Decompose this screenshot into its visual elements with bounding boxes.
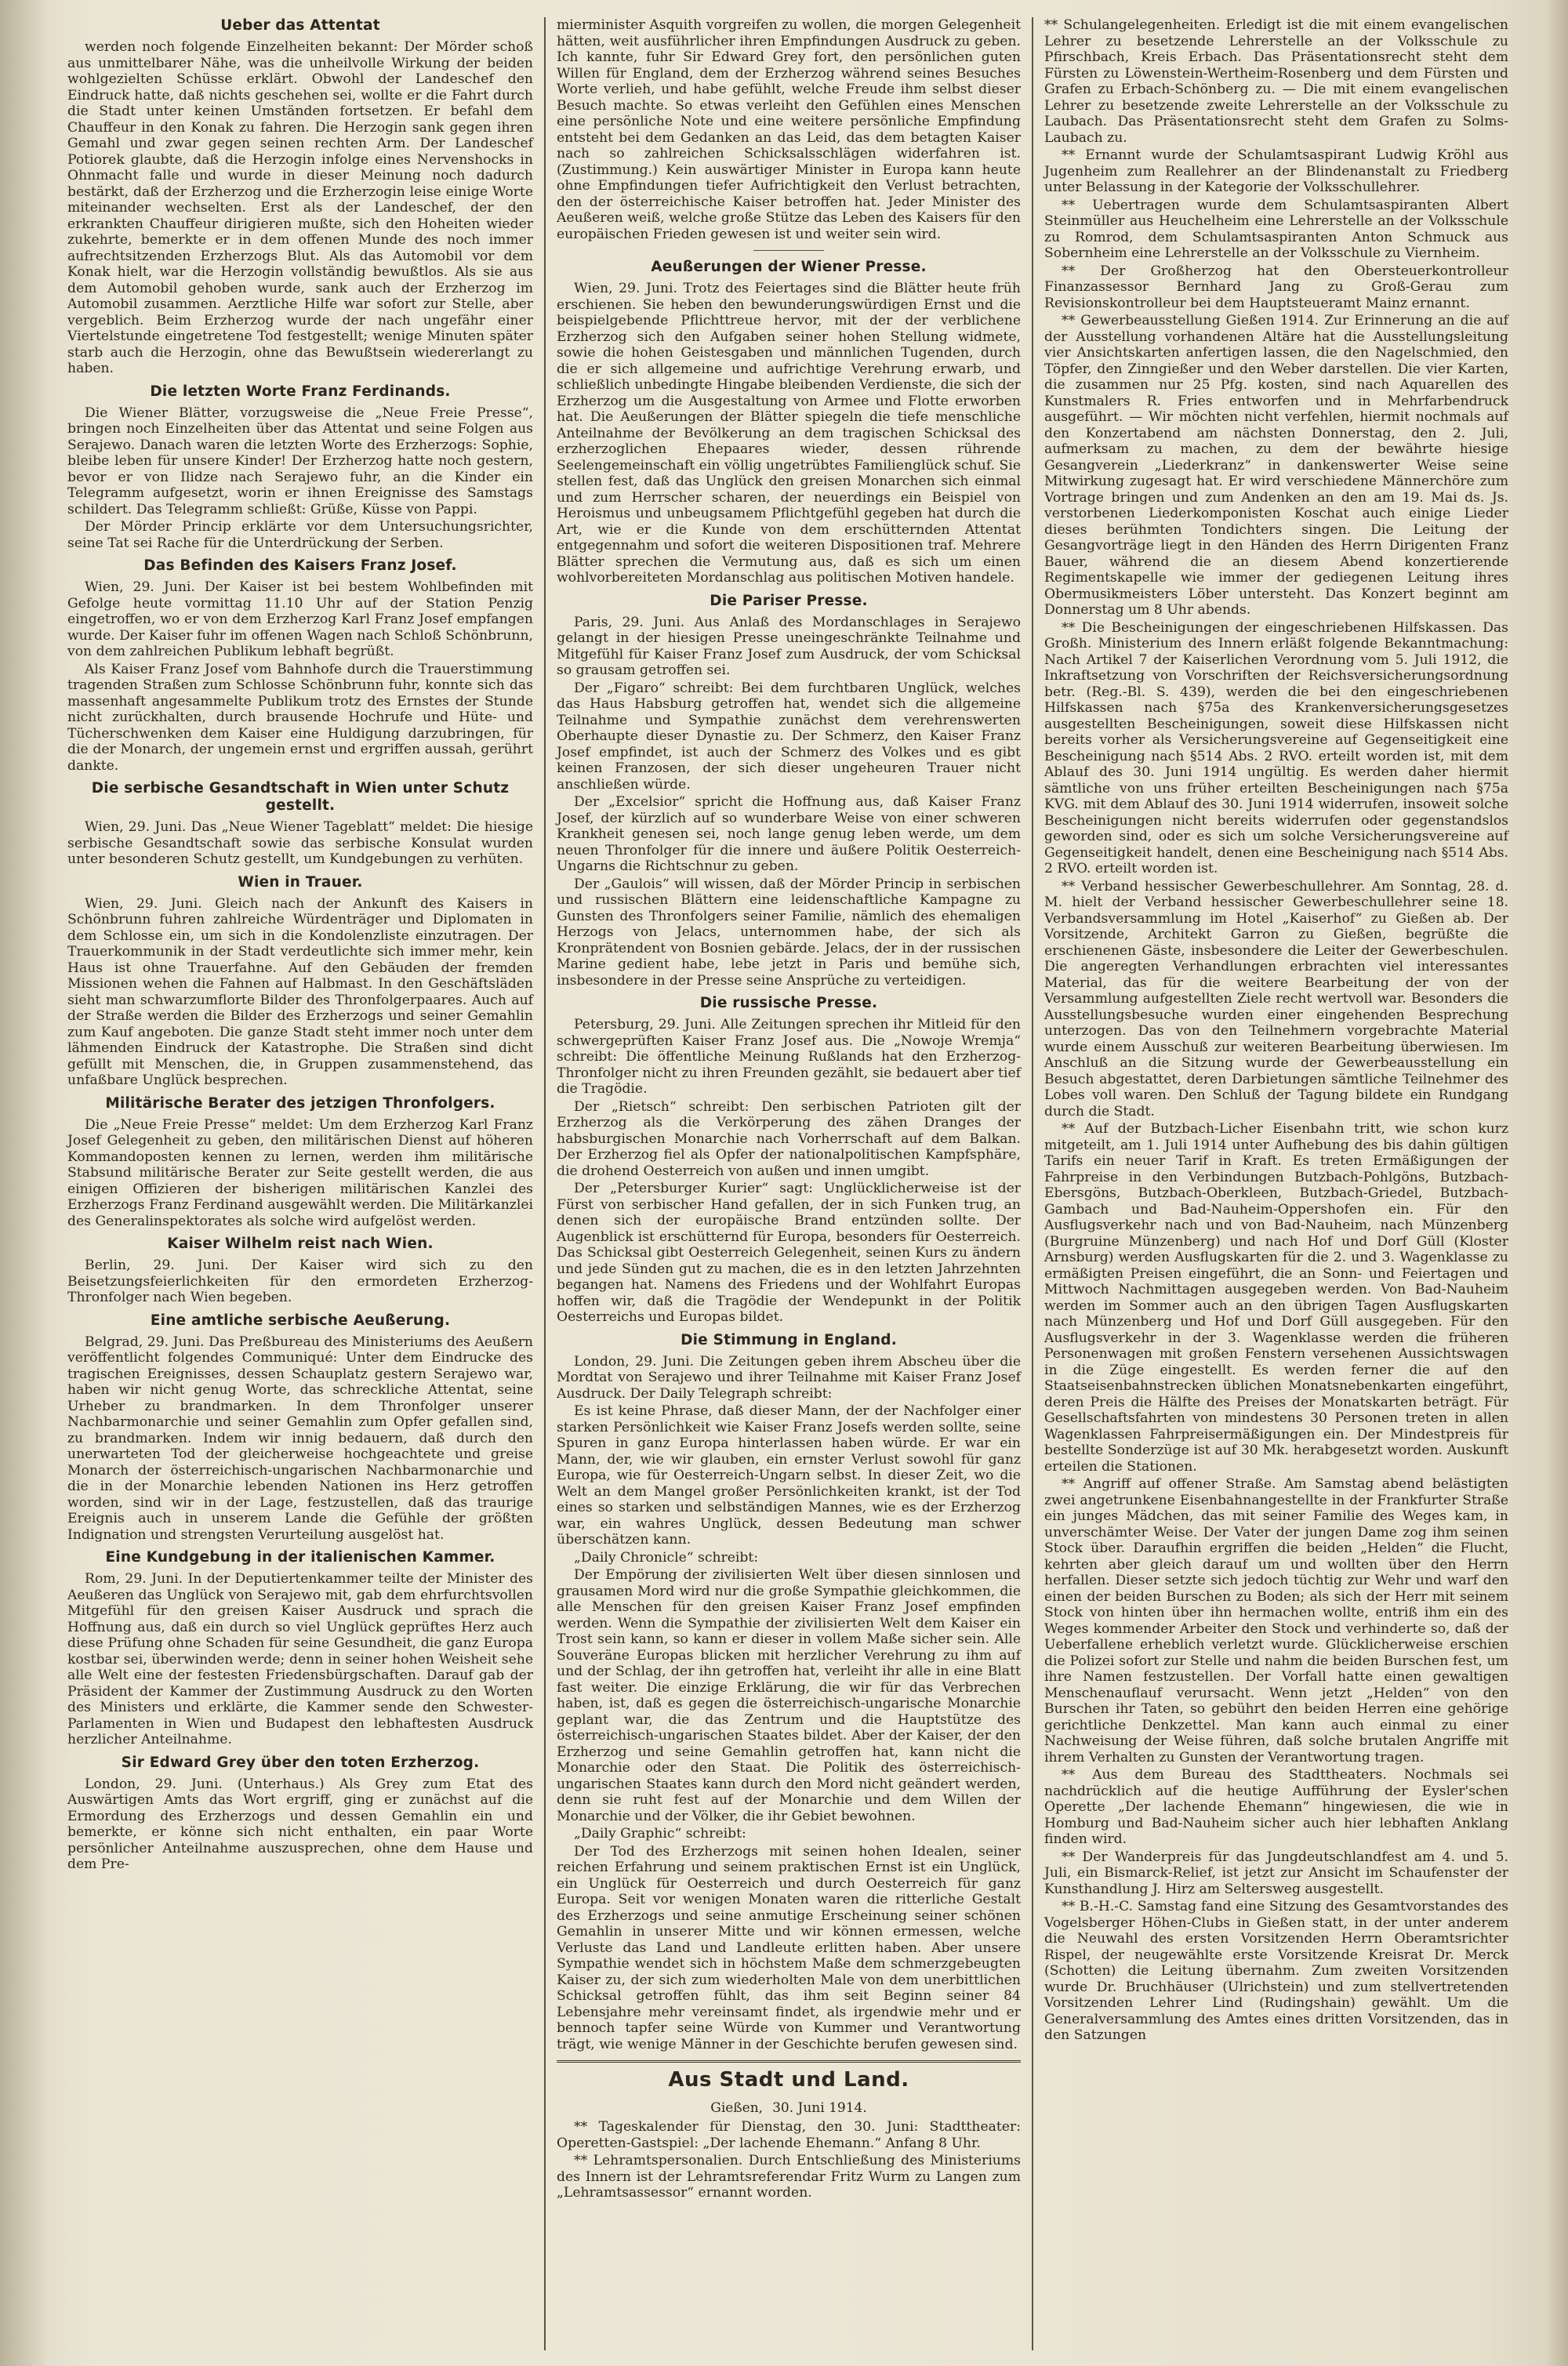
column-left <box>56 17 544 2350</box>
dateline <box>557 2100 1021 2116</box>
column-middle <box>544 17 1032 2350</box>
article-paragraph: werden noch folgende Einzelheiten bekannt: Der Mörder schoß aus unmittelbarer Nähe, was die unheilvolle Wirkung der beiden wohlgezielten Schüsse erklärt. Obwohl der Landeschef den Eindruck hatte, daß nichts geschehen sei, wollte er die Fahrt durch die Stadt unter keinen Umständen fortsetzen. Er befahl dem Chauffeur in den Konak zu fahren. Die Herzogin sank gegen ihren Gemahl und zwar gegen seinen rechten Arm. Der Landeschef Potiorek glaubte, daß die Herzogin infolge eines Nervenshocks in Ohnmacht falle und wurde in dieser Meinung noch dadurch bestärkt, daß der Erzherzog und die Erzherzogin leise einige Worte miteinander wechselten. Erst als der Landeschef, der den erkrankten Chauffeur dirigieren mußte, sich den Hoheiten wieder zukehrte, bemerkte er in dem offenen Munde des noch immer aufrechtsitzenden Erzherzogs Blut. Als das Automobil vor dem Konak hielt, war die Herzogin vollständig bewußtlos. Als sie aus dem Automobil gehoben wurde, sank auch der Erzherzog im Automobil zusammen. Aerztliche Hilfe war sofort zur Stelle, aber vergeblich. Beim Erzherzog wurde der nach ungefähr einer Viertelstunde eingetretene Tod festgestellt; wenige Minuten später starb auch die Herzogin, ohne das Bewußtsein wiedererlangt zu haben. <box>67 39 533 376</box>
article-heading: Wien in Trauer. <box>238 873 363 891</box>
article-paragraph: Der Empörung der zivilisierten Welt über diesen sinnlosen und grausamen Mord wird nur die große Sympathie gleichkommen, die alle Menschen für den greisen Kaiser Franz Josef empfinden werden. Wenn die Sympathie der zivilisierten Welt dem Kaiser ein Trost sein kann, so kann er dieser in vollem Maße sicher sein. Alle Souveräne Europas blicken mit herzlicher Verehrung zu ihm auf und der Schlag, der ihn getroffen hat, verleiht ihr alle in eine Blatt fast weiter. Die einzige Erklärung, die wir für das Verbrechen haben, ist, daß es gegen die österreichisch-ungarische Monarchie geplant war, die das Zentrum und die Hauptstütze des österreichisch-ungarischen Staates bildet. Aber der Kaiser, der den Erzherzog und seine Gemahlin getroffen hat, kann nicht die Monarchie oder den Staat. Die Politik des österreichisch-ungarischen Staates kann durch den Mord nicht geändert werden, denn sie ruht fest auf der Monarchie und dem Willen der Monarchie und der Völker, die ihr Gebiet bewohnen. <box>557 1567 1021 1824</box>
article-paragraph: Die Wiener Blätter, vorzugsweise die „Neue Freie Presse“, bringen noch Einzelheiten über das Attentat und seine Folgen aus Serajewo. Danach waren die letzten Worte des Erzherzogs: Sophie, bleibe leben für unsere Kinder! Der Erzherzog hatte noch gestern, bevor er von Ilidze nach Serajewo fuhr, an die Kinder ein Telegramm aufgesetzt, worin er ihnen Ereignisse des Samstags schildert. Das Telegramm schließt: Grüße, Küsse von Pappi. <box>67 405 533 517</box>
article-paragraph: ** Schulangelegenheiten. Erledigt ist die mit einem evangelischen Lehrer zu besetzende Lehrerstelle an der Volksschule zu Pfirschbach, Kreis Erbach. Das Präsentationsrecht steht dem Fürsten zu Löwenstein-Wertheim-Rosenberg und dem Fürsten und Grafen zu Erbach-Schönberg zu. — Die mit einem evangelischen Lehrer zu besetzende zweite Lehrerstelle an der Volksschule zu Laubach. Das Präsentationsrecht steht dem Grafen zu Solms-Laubach zu. <box>1044 17 1508 146</box>
page-edge-shadow <box>1546 0 1568 2366</box>
article-paragraph: ** Gewerbeausstellung Gießen 1914. Zur Erinnerung an die auf der Ausstellung vorhandenen Altäre hat die Ausstellungsleitung vier Ansichtskarten anfertigen lassen, die den Nagelschmied, den Töpfer, den Zinngießer und den Weber darstellen. Die vier Karten, die zusammen nur 25 Pfg. kosten, sind nach Aquarellen des Kunstmalers R. Fries entworfen und in Mehrfarbendruck ausgeführt. — Wir möchten nicht verfehlen, hiermit nochmals auf den Konzertabend am nächsten Donnerstag, den 2. Juli, aufmerksam zu machen, zu dem der bewährte hiesige Gesangverein „Liederkranz“ in dankenswerter Weise seine Mitwirkung zugesagt hat. Er wird verschiedene Männerchöre zum Vortrage bringen und zum Andenken an den am 19. Mai ds. Js. verstorbenen Liederkomponisten Koschat auch einige Lieder dieses berühmten Tondichters singen. Die Leitung der Gesangvorträge liegt in den Händen des Herrn Dirigenten Franz Bauer, während die an diesem Abend konzertierende Regimentskapelle wie immer der gediegenen Leitung ihres Obermusikmeisters Löber untersteht. Das Konzert beginnt am Donnerstag um 8 Uhr abends. <box>1044 313 1508 618</box>
article <box>557 995 1021 1326</box>
article-paragraph: ** Die Bescheinigungen der eingeschriebenen Hilfskassen. Das Großh. Ministerium des Innern erläßt folgende Bekanntmachung: Nach Artikel 7 der Kaiserlichen Verordnung vom 5. Juli 1912, die Inkraftsetzung von Vorschriften der Reichsversicherungsordnung betr. (Reg.-Bl. S. 439), werden die bei den eingeschriebenen Hilfskassen nach §75a des Krankenversicherungsgesetzes ausgestellten Bescheinigungen, soweit diese Hilfskassen nicht bereits vorher als Versicherungsvereine auf Gegenseitigkeit eine Bescheinigung nach §514 Abs. 2 RVO. erteilt worden ist, mit dem Ablauf des 30. Juni 1914 ungültig. Es werden daher hiermit sämtliche von uns früher erteilten Bescheinigungen nach §75a KVG. mit dem Ablauf des 30. Juni 1914 widerrufen, insoweit solche Bescheinigungen nicht bereits widerrufen oder gegenstandslos geworden sind, oder es sich um solche Versicherungsvereine auf Gegenseitigkeit handelt, denen eine Bescheinigung nach §514 Abs. 2 RVO. erteilt worden ist. <box>1044 619 1508 876</box>
article <box>67 1549 533 1748</box>
article <box>67 1755 533 1873</box>
article-heading: Kaiser Wilhelm reist nach Wien. <box>167 1236 434 1252</box>
article-heading: Eine amtliche serbische Aeußerung. <box>150 1312 451 1329</box>
page-fold-shadow <box>0 0 47 2366</box>
article-paragraph: ** Uebertragen wurde dem Schulamtsaspiranten Albert Steinmüller aus Heuchelheim eine Lehrerstelle an der Volksschule zu Romrod, dem Schulamtsaspiranten Anton Schmuck aus Sobernheim eine Lehrerstelle an der Volksschule zu Viernheim. <box>1044 197 1508 261</box>
article-heading: Die letzten Worte Franz Ferdinands. <box>150 383 451 400</box>
article-paragraph: ** Der Großherzog hat den Obersteuerkontrolleur Finanzassessor Bernhard Jang zu Groß-Gerau zum Revisionskontrolleur bei dem Hauptsteueramt Mainz ernannt. <box>1044 263 1508 311</box>
article-paragraph: Rom, 29. Juni. In der Deputiertenkammer teilte der Minister des Aeußeren das Unglück von Serajewo mit, gab dem ehrfurchtsvollen Mitgefühl für den greisen Kaiser Ausdruck und sprach die Hoffnung aus, daß ein durch so viel Unglück geprüftes Herz auch diese Prüfung ohne Schaden für seine Gesundheit, die ganz Europa kostbar sei, überwinden werde; denn in seiner hohen Weisheit sehe alle Welt eine der festesten Friedensbürgschaften. Darauf gab der Präsident der Kammer der Zustimmung Ausdruck zu den Worten des Ministers und erklärte, die Kammer sende den Schwester-Parlamenten in Wien und Budapest den lebhaftesten Ausdruck herzlicher Anteilnahme. <box>67 1571 533 1747</box>
article-paragraph: Wien, 29. Juni. Trotz des Feiertages sind die Blätter heute früh erschienen. Sie heben den bewunderungswürdigen Ernst und die beispielgebende Pflichttreue hervor, mit der der verblichene Erzherzog sich den Aufgaben seiner hohen Stellung widmete, sowie die hohen Geistesgaben und männlichen Tugenden, durch die er sich allgemeine und aufrichtige Verehrung erwarb, und schließlich unbedingte Hingabe bleibenden Verdienste, die sich der Erzherzog um die Ausgestaltung von Armee und Flotte erworben hat. Die Aeußerungen der Blätter spiegeln die tiefe menschliche Anteilnahme der Bevölkerung an dem tragischen Schicksal des erzherzoglichen Ehepaares wieder, dessen rührende Seelengemeinschaft ein völlig ungetrübtes Familienglück schuf. Sie stellen fest, daß das Unglück den greisen Monarchen sich einmal und zum Herrscher scharen, der neuerdings ein Beispiel von Heroismus und unbeugsamem Pflichtgefühl gegeben hat durch die Art, wie er die Kunde von dem erschütternden Attentat entgegennahm und sofort die weiteren Dispositionen traf. Mehrere Blätter sprechen die Vermutung aus, daß es sich um einen wohlvorbereiteten Mordanschlag aus politischen Motiven handele. <box>557 281 1021 586</box>
article-paragraph: „Daily Chronicle“ schreibt: <box>574 1549 759 1566</box>
article-heading: Eine Kundgebung in der italienischen Kammer. <box>105 1549 495 1566</box>
article-paragraph: Der „Figaro“ schreibt: Bei dem furchtbaren Unglück, welches das Haus Habsburg getroffen hat, wendet sich die allgemeine Teilnahme und Sympathie zunächst dem verehrenswerten Oberhaupte dieser Dynastie zu. Der Schmerz, den Kaiser Franz Josef empfindet, ist auch der Schmerz des Volkes und es gibt keinen Franzosen, der sich dieser ungeheuren Trauer nicht anschließen würde. <box>557 680 1021 793</box>
article-paragraph: Belgrad, 29. Juni. Das Preßbureau des Ministeriums des Aeußern veröffentlicht folgendes Communiqué: Unter dem Eindrucke des tragischen Ereignisses, dessen Schauplatz gestern Serajewo war, haben wir nicht genug Worte, das schreckliche Attentat, seine Urheber zu brandmarken. In dem Thronfolger unserer Nachbarmonarchie und seiner Gemahlin zum Opfer gefallen sind, zu brandmarken. Indem wir innig bedauern, daß durch den unerwarteten Tod der gleicherweise hochgeachtete und greise Monarch der österreichisch-ungarischen Nachbarmonarchie und die in der Monarchie lebenden Nationen ins Herz getroffen worden, sind wir in der Lage, festzustellen, daß das traurige Ereignis auch in unserem Lande die Gefühle der größten Indignation und strengsten Verurteilung ausgelöst hat. <box>67 1334 533 1543</box>
article-paragraph: Wien, 29. Juni. Der Kaiser ist bei bestem Wohlbefinden mit Gefolge heute vormittag 11.10 Uhr auf der Station Penzig eingetroffen, wo er von dem Erzherzog Karl Franz Josef empfangen wurde. Der Kaiser fuhr im offenen Wagen nach Schloß Schönbrunn, von dem zahlreichen Publikum lebhaft begrüßt. <box>67 579 533 659</box>
article-paragraph: Die „Neue Freie Presse“ meldet: Um dem Erzherzog Karl Franz Josef Gelegenheit zu geben, den militärischen Dienst auf höheren Kommandoposten kennen zu lernen, werden ihm militärische Stabsund militärische Berater zur Seite gestellt werden, die aus einigen Offizieren der bisherigen militärischen Kanzlei des Erzherzogs Franz Ferdinand ausgewählt werden. Die Militärkanzlei des Generalinspektorates als solche wird aufgelöst werden. <box>67 1116 533 1229</box>
article <box>67 1095 533 1230</box>
article <box>67 1236 533 1306</box>
article <box>67 874 533 1089</box>
article <box>67 780 533 868</box>
article-paragraph: Der „Gaulois“ will wissen, daß der Mörder Princip in serbischen und russischen Blättern eine leidenschaftliche Kampagne zu Gunsten des Thronfolgers seiner Familie, nämlich des ehemaligen Herzogs von Jelacs, unternommen habe, der sich als Kronprätendent von Bosnien gebärde. Jelacs, der in der russischen Marine gedient habe, lebe jetzt in Paris und bemühe sich, insbesondere in der Presse seine Ansprüche zu verteidigen. <box>557 876 1021 989</box>
article-paragraph: Petersburg, 29. Juni. Alle Zeitungen sprechen ihr Mitleid für den schwergeprüften Kaiser Franz Josef aus. Die „Nowoje Wremja“ schreibt: Die öffentliche Meinung Rußlands hat den Erzherzog-Thronfolger nicht zu ihren Freunden gezählt, sie bedauert aber tief die Tragödie. <box>557 1017 1021 1097</box>
article-paragraph: London, 29. Juni. (Unterhaus.) Als Grey zum Etat des Auswärtigen Amts das Wort ergriff, ging er zunächst auf die Ermordung des Erzherzogs und dessen Gemahlin ein und bemerkte, er könne sich nicht enthalten, ein paar Worte persönlicher Anteilnahme auszusprechen, ohne dem Hause und dem Pre- <box>67 1776 533 1872</box>
article-heading: Ueber das Attentat <box>220 17 380 34</box>
article-paragraph: Der „Rietsch“ schreibt: Den serbischen Patrioten gilt der Erzherzog als die Verkörperung des zähen Dranges der habsburgischen Monarchie nach Vorherrschaft auf dem Balkan. Der Erzherzog fiel als Opfer der nationalpolitischen Kampfsphäre, die drohend Oesterreich von außen und innen umgibt. <box>557 1098 1021 1179</box>
article-paragraph: Berlin, 29. Juni. Der Kaiser wird sich zu den Beisetzungsfeierlichkeiten für den ermordeten Erzherzog-Thronfolger nach Wien begeben. <box>67 1257 533 1305</box>
article-heading: Die russische Presse. <box>699 995 878 1011</box>
section-heading: Aus Stadt und Land. <box>557 2060 1021 2096</box>
article-paragraph: ** Ernannt wurde der Schulamtsaspirant Ludwig Kröhl aus Jugenheim zum Reallehrer an der Blindenanstalt zu Friedberg unter Belassung in der Kategorie der Volksschullehrer. <box>1044 147 1508 195</box>
local-news-paragraph: ** Lehramtspersonalien. Durch Entschließung des Ministeriums des Innern ist der Lehramtsreferendar Fritz Wurm zu Langen zum „Lehramtsassessor“ ernannt worden. <box>557 2153 1021 2201</box>
article-paragraph: Es ist keine Phrase, daß dieser Mann, der der Nachfolger einer starken Persönlichkeit wie Kaiser Franz Josefs werden sollte, seine Spuren in ganz Europa hinterlassen haben würde. Er war ein Mann, der, wie wir glauben, ein ernster Verlust sowohl für ganz Europa, wie für Oesterreich-Ungarn selbst. In dieser Zeit, wo die Welt an dem Mangel großer Persönlichkeiten krankt, ist der Tod eines so starken und selbständigen Mannes, wie es der Erzherzog war, ein wahres Unglück, dessen Bedeutung man schwer überschätzen kann. <box>557 1403 1021 1548</box>
article-separator <box>753 250 824 251</box>
article-paragraph: ** Verband hessischer Gewerbeschullehrer. Am Sonntag, 28. d. M. hielt der Verband hessischer Gewerbeschullehrer seine 18. Verbandsversammlung im Hotel „Kaiserhof“ zu Gießen ab. Der Vorsitzende, Architekt Garron zu Gießen, begrüßte die erschienenen Gäste, insbesondere die Leiter der Gewerbeschulen. Die angeregten Verhandlungen erbrachten viel interessantes Material, das für die weitere Bearbeitung der von der Versammlung aufgestellten Ziele recht wertvoll war. Besonders die Ausstellungsbesuche wurden einer eingehenden Besprechung unterzogen. Das von den Teilnehmern vorgebrachte Material wurde einem Ausschuß zur weiteren Bearbeitung überwiesen. Im Anschluß an die Sitzung wurde der Gewerbeausstellung ein Besuch abgestattet, deren Darbietungen sämtliche Teilnehmer des Lobes voll waren. Den Schluß der Tagung bildete ein Rundgang durch die Stadt. <box>1044 878 1508 1119</box>
article-paragraph: ** Der Wanderpreis für das Jungdeutschlandfest am 4. und 5. Juli, ein Bismarck-Relief, ist jetzt zur Ansicht im Schaufenster der Kunsthandlung J. Hirz am Seltersweg ausgestellt. <box>1044 1849 1508 1897</box>
article-heading: Die Stimmung in England. <box>681 1331 897 1348</box>
dateline-date: 30. Juni 1914. <box>772 2100 867 2116</box>
article-paragraph: Wien, 29. Juni. Das „Neue Wiener Tageblatt“ meldet: Die hiesige serbische Gesandtschaft sowie das serbische Konsulat wurden unter besonderen Schutz gestellt, um Kundgebungen zu verhüten. <box>67 819 533 867</box>
article-heading: Das Befinden des Kaisers Franz Josef. <box>143 557 457 574</box>
article-paragraph: Der Tod des Erzherzogs mit seinen hohen Idealen, seiner reichen Erfahrung und seinem praktischen Ernst ist ein Unglück, ein Unglück für Oesterreich und durch Oesterreich für ganz Europa. Seit vor wenigen Monaten waren die ritterliche Gestalt des Erzherzogs und seine anmutige Erscheinung seiner schönen Gemahlin in unserer Mitte und wir können ermessen, welche Verluste das Land und Landleute erlitten haben. Aber unsere Sympathie wendet sich in höchstem Maße dem schmerzgebeugten Kaiser zu, der sich zum wiederholten Male von dem unerbittlichen Schicksal getroffen fühlt, das ihm seit Beginn seiner 84 Lebensjahre mehr vereinsamt findet, als irgendwie mehr und er bennoch tapfer seine Würde von Kummer und Verantwortung trägt, wie wenige Männer in der Geschichte berufen gewesen sind. <box>557 1843 1021 2052</box>
article-heading: Die serbische Gesandtschaft in Wien unter Schutz gestellt. <box>91 780 510 814</box>
article-heading: Aeußerungen der Wiener Presse. <box>651 259 927 275</box>
article-paragraph: mierminister Asquith vorgreifen zu wollen, die morgen Gelegenheit hätten, weit ausführlicher ihren Empfindungen Ausdruck zu geben. Ich kannte, fuhr Sir Edward Grey fort, den persönlichen guten Willen für England, dem der Erzherzog während seines Besuches Worte verlieh, und habe gefühlt, welche Freude ihm selbst dieser Besuch machte. So etwas verleiht den Gefühlen eines Menschen eine persönliche Note und eine weitere persönliche Empfindung entsteht bei dem Gedanken an das Leid, das dem betagten Kaiser nach so zahlreichen Schicksalsschlägen widerfahren ist. (Zustimmung.) Kein auswärtiger Minister in Europa kann heute ohne Empfindungen tiefer Aufrichtigkeit den Verlust betrachten, den der österreichische Kaiser betroffen hat. Jeder Minister des Aeußeren weiß, welche große Stütze das Leben des Kaisers für den europäischen Frieden gewesen ist und weiter sein wird. <box>557 17 1021 242</box>
article-paragraph: ** Angriff auf offener Straße. Am Samstag abend belästigten zwei angetrunkene Eisenbahnangestellte in der Frankfurter Straße ein junges Mädchen, das mit seiner Familie des Weges kam, in unverschämter Weise. Der Vater der jungen Dame zog ihm seinen Stock über. Daraufhin ergriffen die beiden „Helden“ die Flucht, kehrten aber gleich darauf um und wollten über den Herrn herfallen. Dieser setzte sich jedoch tüchtig zur Wehr und warf den einen der beiden Burschen zu Boden; als sich der Herr mit seinem Stock von hinten über ihn hermachen wollte, entriß ihm ein des Weges kommender Arbeiter den Stock und verhinderte so, daß der Ueberfallene erheblich verletzt wurde. Glücklicherweise erschien die Polizei sofort zur Stelle und nahm die beiden Burschen fest, um ihre Namen festzustellen. Der Vorfall hatte einen gewaltigen Menschenauflauf verursacht. Wenn jetzt „Helden“ von den Burschen ihr Taten, so gebührt den beiden Herren eine gehörige gerichtliche Denkzettel. Man kann auch einmal zu einer Nachweisung der Weise führen, daß solche brutalen Angriffe mit ihrem Verhalten zu Gunsten der Verantwortung tragen. <box>1044 1476 1508 1765</box>
local-news-paragraph: ** Tageskalender für Dienstag, den 30. Juni: Stadttheater: Operetten-Gastspiel: „Der lachende Ehemann.“ Anfang 8 Uhr. <box>557 2119 1021 2151</box>
local-news-section <box>557 2060 1021 2201</box>
article-paragraph: Der Mörder Princip erklärte vor dem Untersuchungsrichter, seine Tat sei Rache für die Unterdrückung der Serben. <box>67 519 533 551</box>
article <box>67 1312 533 1544</box>
dateline-place: Gießen, <box>710 2100 764 2116</box>
article-paragraph: ** B.-H.-C. Samstag fand eine Sitzung des Gesamtvorstandes des Vogelsberger Höhen-Clubs in Gießen statt, in der unter anderem die Neuwahl des ersten Vorsitzenden Herrn Oberamtsrichter Rispel, der neugewählte erste Vorsitzende Kreisrat Dr. Merck (Schotten) die Leitung übernahm. Zum zweiten Vorsitzenden wurde Dr. Bruchhäuser (Ulrichstein) und zum stellvertretenden Vorsitzenden Lehrer Lind (Rudingshain) gewählt. Um die Generalversammlung des Amtes eines dritten Vorsitzenden, das in den Satzungen <box>1044 1899 1508 2043</box>
article <box>67 557 533 774</box>
article-paragraph: Der „Petersburger Kurier“ sagt: Unglücklicherweise ist der Fürst von serbischer Hand gefallen, der in sich Funken trug, an denen sich der europäische Brand entzünden sollte. Der Augenblick ist erschütternd für Europa, besonders für Oesterreich. Das Schicksal gibt Oesterreich Gelegenheit, seinen Kurs zu ändern und jede Sünden gut zu machen, die es in den letzten Jahrzehnten begangen hat. Namens des Friedens und der Wohlfahrt Europas hoffen wir, daß die Tragödie der Wendepunkt in der Politik Oesterreichs und Europas bildet. <box>557 1181 1021 1325</box>
article-paragraph: „Daily Graphic“ schreibt: <box>574 1826 746 1842</box>
article-paragraph: ** Auf der Butzbach-Licher Eisenbahn tritt, wie schon kurz mitgeteilt, am 1. Juli 1914 unter Aufhebung des bis dahin gültigen Tarifs ein neuer Tarif in Kraft. Es treten Ermäßigungen der Fahrpreise in den Verbindungen Butzbach-Pohlgöns, Butzbach-Ebersgöns, Butzbach-Oberkleen, Butzbach-Griedel, Butzbach-Gambach und Bad-Nauheim-Oppershofen ein. Für den Ausflugsverkehr nach und von Bad-Nauheim, nach Münzenberg (Burgruine Münzenberg) und nach Hof und Dorf Güll (Kloster Arnsburg) werden Ausflugskarten für die 2. und 3. Wagenklasse zu ermäßigten Preisen eingeführt, die an Sonn- und Feiertagen und Mittwoch Nachmittagen ausgegeben werden. Von Bad-Nauheim werden im Sommer auch an den übrigen Tagen Ausflugskarten nach Münzenberg und Hof und Dorf Güll ausgegeben. Für den Ausflugsverkehr in der 3. Wagenklasse werden die früheren Personenwagen mit großen Fenstern versehenen Aussichtswagen in die Züge eingestellt. Es werden ferner die auf den Staatseisenbahnstrecken üblichen Monatsnebenkarten eingeführt, deren Preis die Hälfte des Preises der Monatskarten beträgt. Für Gesellschaftsfahrten von mindestens 30 Personen treten in allen Wagenklassen Fahrpreisermäßigungen ein. Der Mindestpreis für bestellte Sonderzüge ist auf 30 Mk. herabgesetzt worden. Auskunft erteilen die Stationen. <box>1044 1121 1508 1475</box>
article-paragraph: London, 29. Juni. Die Zeitungen geben ihrem Abscheu über die Mordtat von Serajewo und ihrer Teilnahme mit Kaiser Franz Josef Ausdruck. Der Daily Telegraph schreibt: <box>557 1353 1021 1402</box>
article-heading: Die Pariser Presse. <box>710 592 868 609</box>
article-heading: Sir Edward Grey über den toten Erzherzog. <box>121 1754 480 1771</box>
article <box>67 383 533 552</box>
article <box>557 259 1021 586</box>
article-paragraph: ** Aus dem Bureau des Stadttheaters. Nochmals sei nachdrücklich auf die heutige Aufführung der Eysler'schen Operette „Der lachende Ehemann“ hingewiesen, die wie in Homburg und Bad-Nauheim sicher auch hier lebhaften Anklang finden wird. <box>1044 1767 1508 1847</box>
article-paragraph: Paris, 29. Juni. Aus Anlaß des Mordanschlages in Serajewo gelangt in der hiesigen Presse uneingeschränkte Teilnahme und Mitgefühl für Kaiser Franz Josef zum Ausdruck, der vom Schicksal so grausam getroffen sei. <box>557 614 1021 678</box>
column-container <box>56 17 1537 2350</box>
article <box>557 17 1021 242</box>
article-paragraph: Der „Excelsior“ spricht die Hoffnung aus, daß Kaiser Franz Josef, der kürzlich auf so wunderbare Weise von einer schweren Krankheit genesen sei, noch lange genug leben werde, um dem neuen Thronfolger für die innere und äußere Politik Oesterreich-Ungarns die Richtschnur zu geben. <box>557 794 1021 874</box>
article-heading: Militärische Berater des jetzigen Thronfolgers. <box>105 1094 495 1112</box>
article <box>1044 17 1508 2044</box>
article <box>557 593 1021 989</box>
article-paragraph: Als Kaiser Franz Josef vom Bahnhofe durch die Trauerstimmung tragenden Straßen zum Schlosse Schönbrunn fuhr, konnte sich das massenhaft angesammelte Publikum trotz des Ernstes der Stunde nicht zurückhalten, durch brausende Hochrufe und Hüte- und Tücherschwenken dem Kaiser eine Huldigung darzubringen, für die der Monarch, der ungemein ernst und ergriffen aussah, gerührt dankte. <box>67 661 533 774</box>
article <box>557 1332 1021 2053</box>
article <box>67 17 533 377</box>
article-paragraph: Wien, 29. Juni. Gleich nach der Ankunft des Kaisers in Schönbrunn fuhren zahlreiche Würdenträger und Diplomaten in dem Schlosse ein, um sich in die Kondolenzliste einzutragen. Der Trauerkommunik in der Stadt verdeutlichte sich immer mehr, kein Haus ist ohne Trauerfahne. Auf den Gebäuden der fremden Missionen wehen die Fahnen auf Halbmast. In den Geschäftsläden sieht man schwarzumflorte Bilder des Thronfolgerpaares. Auch auf der Straße werden die Bilder des Erzherzogs und seiner Gemahlin zum Kauf angeboten. Die ganze Stadt steht immer noch unter dem lähmenden Eindruck der Katastrophe. Die Straßen sind dicht gefüllt mit Menschen, die, in Gruppen zusammenstehend, das unfaßbare Unglück besprechen. <box>67 895 533 1088</box>
column-right <box>1032 17 1519 2350</box>
